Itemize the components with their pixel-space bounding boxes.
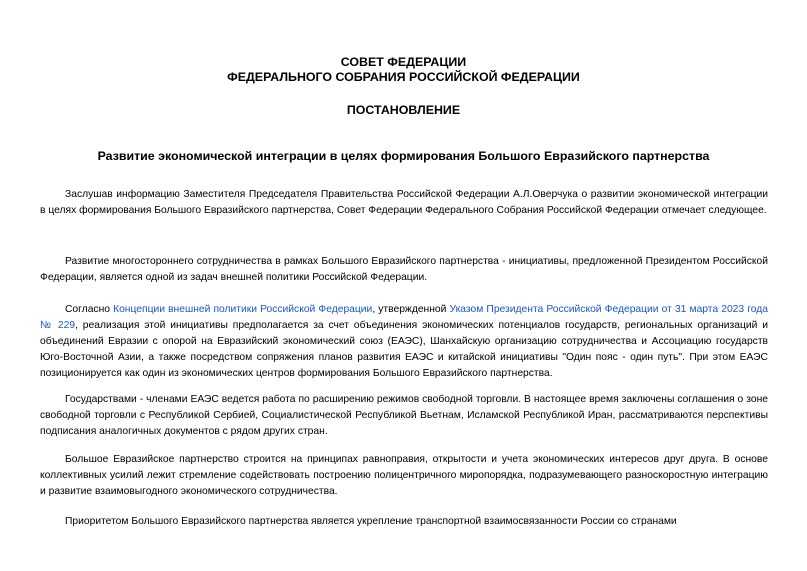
paragraph-1: Заслушав информацию Заместителя Председателя Правительства Российской Федерации А.Л.Оверчука о развитии экономической интеграции в целях формирования Большого Евразийского партнерства, Совет Федерации Федерального Собрания Российской Федерации отмечает следующее. [40,189,768,216]
paragraph-3-text-mid: , утвержденной [372,304,450,315]
paragraph-4: Государствами - членами ЕАЭС ведется работа по расширению режимов свободной торговли. В настоящее время заключены соглашения о зоне свободной торговли с Республикой Сербией, Социалистической Республикой Вьетнам, Исламской Республикой Иран, рассматриваются перспективы подписания аналогичных документов с рядом других стран. [40,394,768,437]
document-type: ПОСТАНОВЛЕНИЕ [346,103,461,117]
paragraph-2: Развитие многостороннего сотрудничества в рамках Большого Евразийского партнерства - инициативы, предложенной Президентом Российской Федерации, является одной из задач внешней политики Российской Федерации. [40,256,768,283]
paragraph-6: Приоритетом Большого Евразийского партнерства является укрепление транспортной взаимосвязанности России со странами [65,516,677,527]
issuer-title: СОВЕТ ФЕДЕРАЦИИ [340,55,467,69]
issuer-subtitle: ФЕДЕРАЛЬНОГО СОБРАНИЯ РОССИЙСКОЙ ФЕДЕРАЦИИ [227,70,580,84]
paragraph-3-text-start: Согласно [65,304,114,315]
document-subject: Развитие экономической интеграции в целях формирования Большого Евразийского партнерства [97,149,710,163]
paragraph-5: Большое Евразийское партнерство строится на принципах равноправия, открытости и учета экономических интересов друг друга. В основе коллективных усилий лежит стремление содействовать построению полицентричного миропорядка, подразумевающего разноскоростную интеграцию и развитие взаимовыгодного экономического сотрудничества. [40,454,768,497]
presidential-decree-link[interactable]: Указом Президента Российской Федерации от 31 марта 2023 года № 229 [40,304,768,331]
paragraph-3-text-end: , реализация этой инициативы предполагается за счет объединения экономических потенциалов государств, региональных организаций и объединений Евразии с опорой на Евразийский экономический союз (ЕАЭС), Шанхайскую организацию сотрудничества и Ассоциацию государств Юго-Восточной Азии, а также посредством сопряжения планов развития ЕАЭС и китайской инициативы "Один пояс - один путь". При этом ЕАЭС позиционируется как один из экономических центров формирования Большого Евразийского партнерства. [40,320,768,379]
foreign-policy-concept-link[interactable]: Концепции внешней политики Российской Федерации [113,304,373,315]
paragraph-3 [40,302,768,382]
